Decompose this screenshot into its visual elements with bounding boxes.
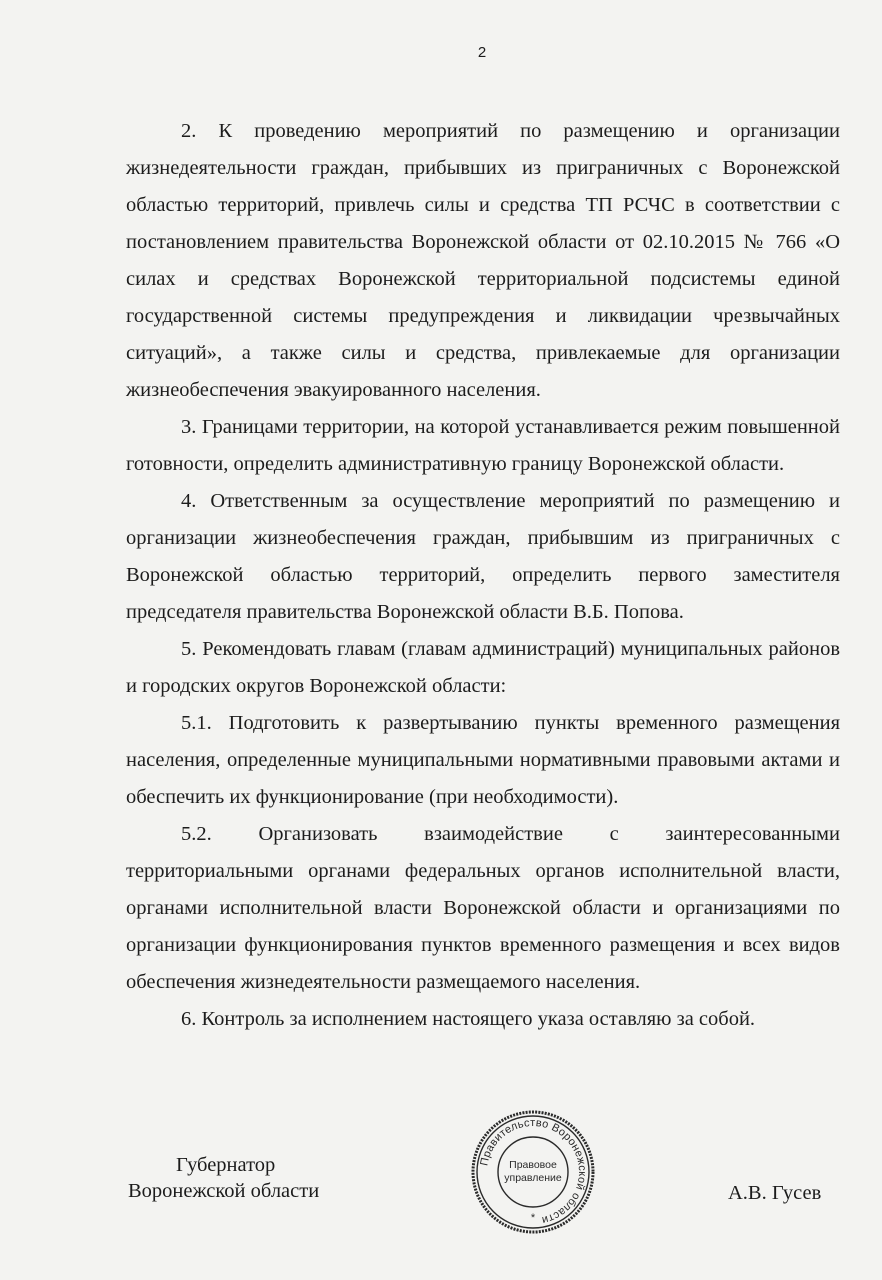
paragraph-4: 4. Ответственным за осуществление мероприятий по размещению и организации жизнеобеспечения граждан, прибывшим из приграничных с Воронежской областью территорий, определить первого заместителя председателя правительства Воронежской области В.Б. Попова. [126,490,840,623]
paragraph-5-2: 5.2. Организовать взаимодействие с заинтересованными территориальными органами федеральных органов исполнительной власти, органами исполнительной власти Воронежской области и организациями по организации функционирования пунктов временного размещения и всех видов обеспечения жизнедеятельности размещаемого населения. [126,823,840,993]
signatory-title: Губернатор [176,1154,276,1176]
signatory-name: А.В. Гусев [728,1182,822,1204]
stamp-seal-icon [468,1107,598,1237]
paragraph-2: 2. К проведению мероприятий по размещению и организации жизнедеятельности граждан, прибывших из приграничных с Воронежской областью территорий, привлечь силы и средства ТП РСЧС в соответствии с постановлением правительства Воронежской области от 02.10.2015 № 766 «О силах и средствах Воронежской территориальной подсистемы единой государственной системы предупреждения и ликвидации чрезвычайных ситуаций», а также силы и средства, привлекаемые для организации жизнеобеспечения эвакуированного населения. [126,120,840,401]
signature-block [0,1150,882,1210]
official-stamp [468,1107,598,1237]
paragraph-6: 6. Контроль за исполнением настоящего указа оставляю за собой. [181,1008,756,1030]
paragraph-5-1: 5.1. Подготовить к развертыванию пункты временного размещения населения, определенные муниципальными нормативными правовыми актами и обеспечить их функционирование (при необходимости). [126,712,840,808]
signatory-region: Воронежской области [128,1180,320,1202]
document-body [126,113,840,1038]
page-number: 2 [477,44,487,61]
stamp-center-line-2: управление [504,1172,562,1184]
stamp-center-line-1: Правовое [509,1159,557,1171]
paragraph-5: 5. Рекомендовать главам (главам администраций) муниципальных районов и городских округов Воронежской области: [126,638,840,697]
stamp-ring-text: Правительство Воронежской области [478,1116,589,1227]
paragraph-3: 3. Границами территории, на которой устанавливается режим повышенной готовности, определить административную границу Воронежской области. [126,416,840,475]
stamp-star: * [530,1212,536,1224]
